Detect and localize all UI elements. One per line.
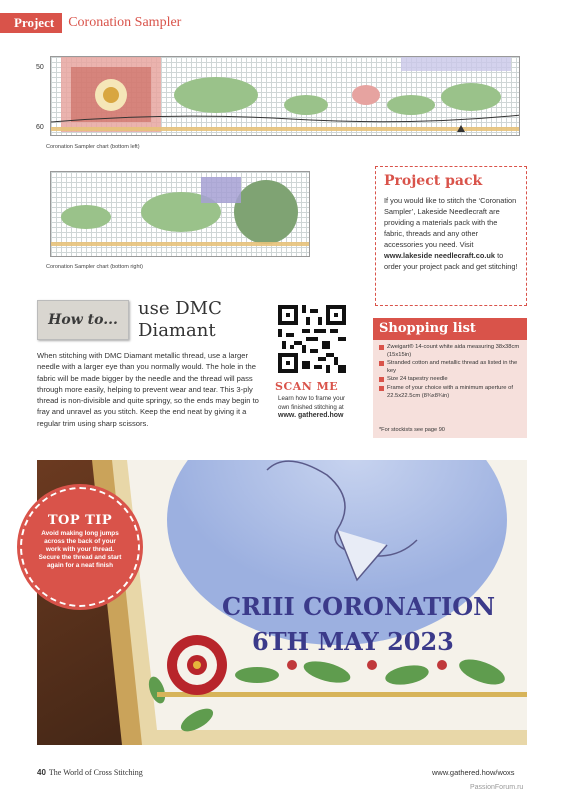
list-item-text: Frame of your choice with a minimum aperture of 22.5x22.5cm (8¾x8¾in) xyxy=(387,384,513,399)
magazine-name: The World of Cross Stitching xyxy=(48,768,143,777)
list-item xyxy=(379,385,521,400)
shopping-list xyxy=(373,340,527,400)
howto-title-line2: Diamant xyxy=(138,320,216,341)
project-pack-box xyxy=(375,166,527,306)
scan-me-link[interactable]: www. gathered.how xyxy=(278,412,344,419)
project-pack-text-1: If you would like to stitch the ‘Coronation Sampler’, Lakeside Needlecraft are providing a materials pack with the fabric, threads and any other accessories you need. Visit xyxy=(384,196,517,249)
page-title: Coronation Sampler xyxy=(68,15,182,30)
list-item-text: Stranded cotton and metallic thread as listed in the key xyxy=(387,360,518,374)
bullet-icon xyxy=(379,386,384,391)
top-tip-badge xyxy=(20,487,140,607)
chart-row-label: 60 xyxy=(36,124,44,131)
bullet-icon xyxy=(379,345,384,350)
section-tag: Project xyxy=(0,13,62,33)
top-tip-heading: TOP TIP xyxy=(47,513,113,528)
bullet-icon xyxy=(379,377,384,382)
list-item xyxy=(379,360,521,375)
chart-pattern-art xyxy=(51,172,310,257)
project-pack-text xyxy=(384,195,518,272)
chart-bottom-left xyxy=(50,56,520,136)
scan-me-heading: SCAN ME xyxy=(275,380,339,393)
stitched-text-line1: CRIII CORONATION xyxy=(222,592,496,621)
bullet-icon xyxy=(379,361,384,366)
project-pack-text-2: to order your project pack and get stitching! xyxy=(384,251,518,271)
chart-caption: Coronation Sampler chart (bottom right) xyxy=(46,264,143,270)
chart-bottom-right xyxy=(50,171,310,257)
footer-left xyxy=(37,768,143,777)
chart-pattern-art xyxy=(51,57,520,136)
footer-url[interactable]: www.gathered.how/woxs xyxy=(432,768,515,777)
qr-code[interactable] xyxy=(278,305,346,373)
scan-me-text xyxy=(278,395,358,421)
lakeside-link[interactable]: www.lakeside needlecraft.co.uk xyxy=(384,251,496,260)
top-tip-text: Avoid making long jumps across the back of your work with your thread. Secure the thread and start again for a neat finish xyxy=(38,530,122,569)
howto-label: How to... xyxy=(48,312,118,328)
list-item xyxy=(379,344,521,359)
list-item-text: Size 24 tapestry needle xyxy=(387,376,448,383)
shopping-list-heading: Shopping list xyxy=(373,318,527,340)
howto-label-tag xyxy=(37,300,129,340)
chart-caption: Coronation Sampler chart (bottom left) xyxy=(46,144,140,150)
page-number: 40 xyxy=(37,768,46,777)
shopping-list-box xyxy=(373,318,527,438)
qr-code-icon xyxy=(278,305,346,373)
list-item-text: Zweigart® 14-count white aida measuring 38x38cm (15x15in) xyxy=(387,344,520,358)
scan-me-description: Learn how to frame your own finished stitching at xyxy=(278,395,346,411)
page-header xyxy=(0,12,181,34)
howto-body: When stitching with DMC Diamant metallic thread, use a larger needle with a larger eye than you normally would. The hole in the fabric will be made bigger by the needle and the thread will pass through more easily, helping to prevent wear and tear. This 3-ply thread is non-divisible and quite springy, so the ends may begin to fray and unravel as you stitch. Keep the end neat by giving it a regular trim using sharp scissors. xyxy=(37,351,259,428)
list-item xyxy=(379,376,521,384)
howto-title-line1: use DMC xyxy=(138,298,222,319)
howto-title xyxy=(138,298,222,342)
chart-row-label: 50 xyxy=(36,64,44,71)
stitched-text-line2: 6TH MAY 2023 xyxy=(252,627,454,656)
watermark: PassionForum.ru xyxy=(470,784,524,791)
stockists-note: *For stockists see page 90 xyxy=(379,427,445,433)
project-pack-heading: Project pack xyxy=(384,173,483,189)
